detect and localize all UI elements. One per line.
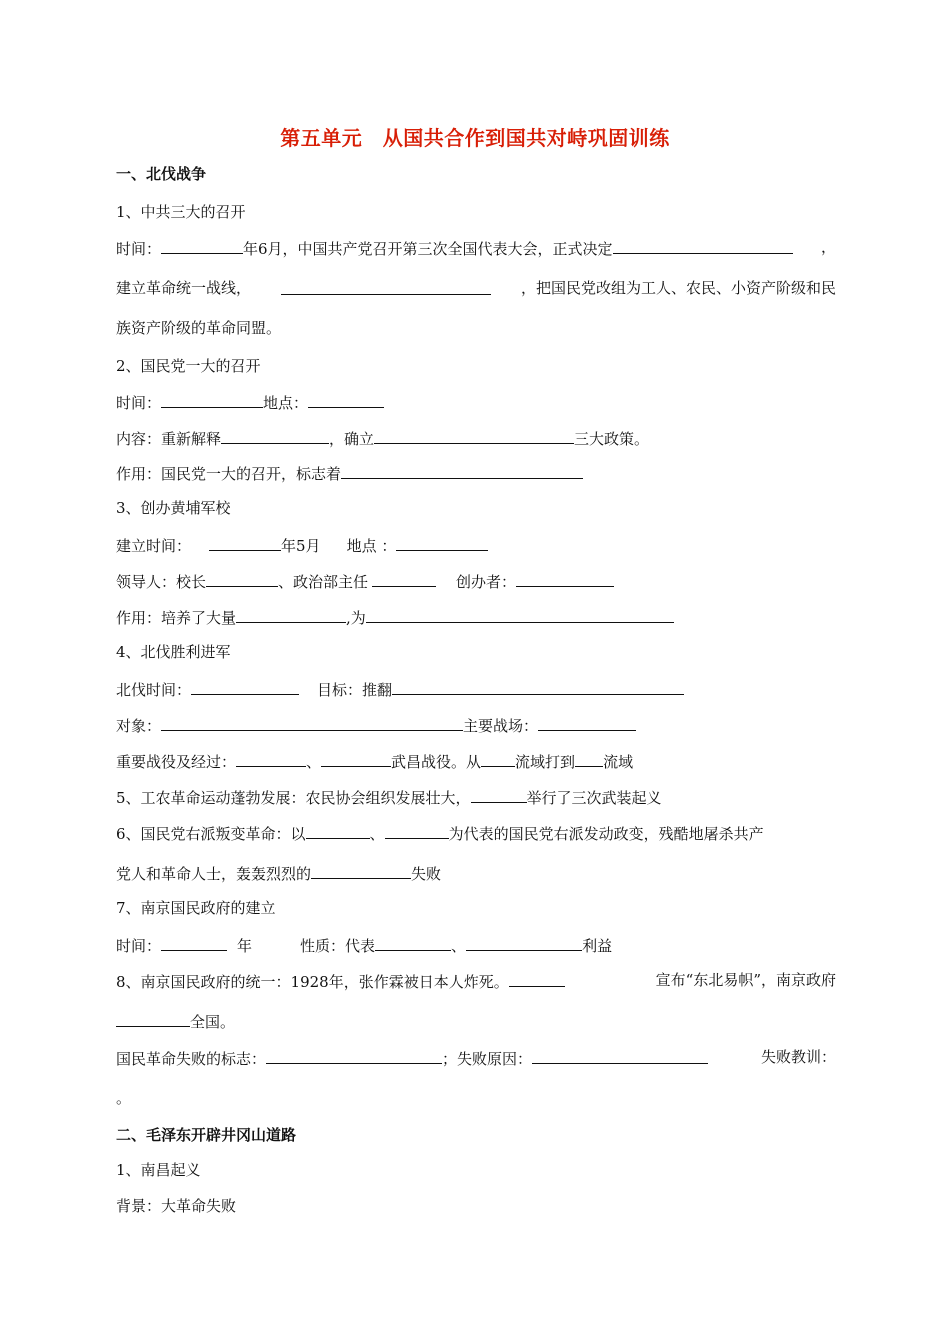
fill-blank[interactable]: [266, 1047, 442, 1064]
item-2-line-1: 时间： 地点：: [116, 391, 384, 413]
fill-blank[interactable]: [396, 534, 488, 551]
item-7-line-1: 时间： 年 性质：代表 、 利益: [116, 934, 612, 956]
item-9-heading: 1、南昌起义: [116, 1161, 201, 1179]
fill-blank[interactable]: [509, 970, 565, 987]
fill-blank[interactable]: [161, 714, 463, 731]
fill-blank[interactable]: [392, 678, 684, 695]
fill-blank[interactable]: [191, 678, 299, 695]
item-9-background: 背景：大革命失败: [116, 1197, 237, 1215]
fill-blank[interactable]: [372, 570, 436, 587]
fill-blank[interactable]: [161, 934, 227, 951]
failure-line-end: 。: [116, 1089, 132, 1107]
item-6-line-2: 党人和革命人士，轰轰烈烈的 失败: [116, 862, 441, 884]
fill-blank[interactable]: [471, 786, 527, 803]
item-3-line-3: 作用：培养了大量 ,为: [116, 606, 674, 628]
section-heading-2: 二、毛泽东开辟井冈山道路: [116, 1126, 297, 1144]
item-2-line-3: 作用：国民党一大的召开，标志着: [116, 462, 583, 484]
fill-blank[interactable]: [374, 427, 574, 444]
fill-blank[interactable]: [206, 570, 278, 587]
item-8-line-1: 8、南京国民政府的统一：1928年，张作霖被日本人炸死。 宣布“东北易帜”，南京政府: [116, 971, 836, 991]
fill-blank[interactable]: [321, 750, 391, 767]
fill-blank[interactable]: [385, 822, 449, 839]
item-4-line-2: 对象： 主要战场：: [116, 714, 636, 736]
fill-blank[interactable]: [516, 570, 614, 587]
item-4-heading: 4、北伐胜利进军: [116, 643, 231, 661]
section-heading-1: 一、北伐战争: [116, 165, 207, 183]
fill-blank[interactable]: [366, 606, 674, 623]
fill-blank[interactable]: [281, 278, 491, 295]
item-2-line-2: 内容：重新解释 ，确立 三大政策。: [116, 427, 649, 449]
fill-blank[interactable]: [466, 934, 582, 951]
fill-blank[interactable]: [341, 462, 583, 479]
fill-blank[interactable]: [236, 750, 306, 767]
item-1-heading: 1、中共三大的召开: [116, 203, 246, 221]
fill-blank[interactable]: [538, 714, 636, 731]
item-1-line-1: 时间： 年6月，中国共产党召开第三次全国代表大会，正式决定 ，: [116, 238, 836, 258]
item-3-heading: 3、创办黄埔军校: [116, 499, 231, 517]
fill-blank[interactable]: [308, 391, 384, 408]
item-6-line-1: 6、国民党右派叛变革命：以 、 为代表的国民党右派发动政变，残酷地屠杀共产: [116, 822, 764, 844]
item-4-line-3: 重要战役及经过： 、 武昌战役。从 流域打到 流域: [116, 750, 633, 772]
fill-blank[interactable]: [613, 237, 793, 254]
fill-blank[interactable]: [116, 1010, 190, 1027]
fill-blank[interactable]: [161, 391, 263, 408]
item-3-line-1: 建立时间： 年5月 地点 ：: [116, 534, 488, 556]
fill-blank[interactable]: [161, 237, 243, 254]
fill-blank[interactable]: [209, 534, 281, 551]
item-8-line-2: 全国。: [116, 1010, 235, 1032]
page-title: 第五单元 从国共合作到国共对峙巩固训练: [280, 126, 670, 150]
fill-blank[interactable]: [532, 1047, 708, 1064]
item-1-line-2: 建立革命统一战线， ，把国民党改组为工人、农民、小资产阶级和民: [116, 279, 836, 297]
fill-blank[interactable]: [375, 934, 451, 951]
item-1-line-3: 族资产阶级的革命同盟。: [116, 319, 282, 337]
item-5-line: 5、工农革命运动蓬勃发展：农民协会组织发展壮大， 举行了三次武装起义: [116, 786, 662, 808]
fill-blank[interactable]: [236, 606, 346, 623]
fill-blank[interactable]: [306, 822, 370, 839]
fill-blank[interactable]: [221, 427, 329, 444]
failure-line: 国民革命失败的标志： ；失败原因： 失败教训：: [116, 1048, 836, 1068]
fill-blank[interactable]: [311, 862, 411, 879]
item-7-heading: 7、南京国民政府的建立: [116, 899, 276, 917]
fill-blank[interactable]: [575, 750, 603, 767]
item-3-line-2: 领导人：校长 、政治部主任 创办者：: [116, 570, 614, 592]
item-4-line-1: 北伐时间： 目标：推翻: [116, 678, 684, 700]
item-2-heading: 2、国民党一大的召开: [116, 357, 261, 375]
fill-blank[interactable]: [481, 750, 515, 767]
